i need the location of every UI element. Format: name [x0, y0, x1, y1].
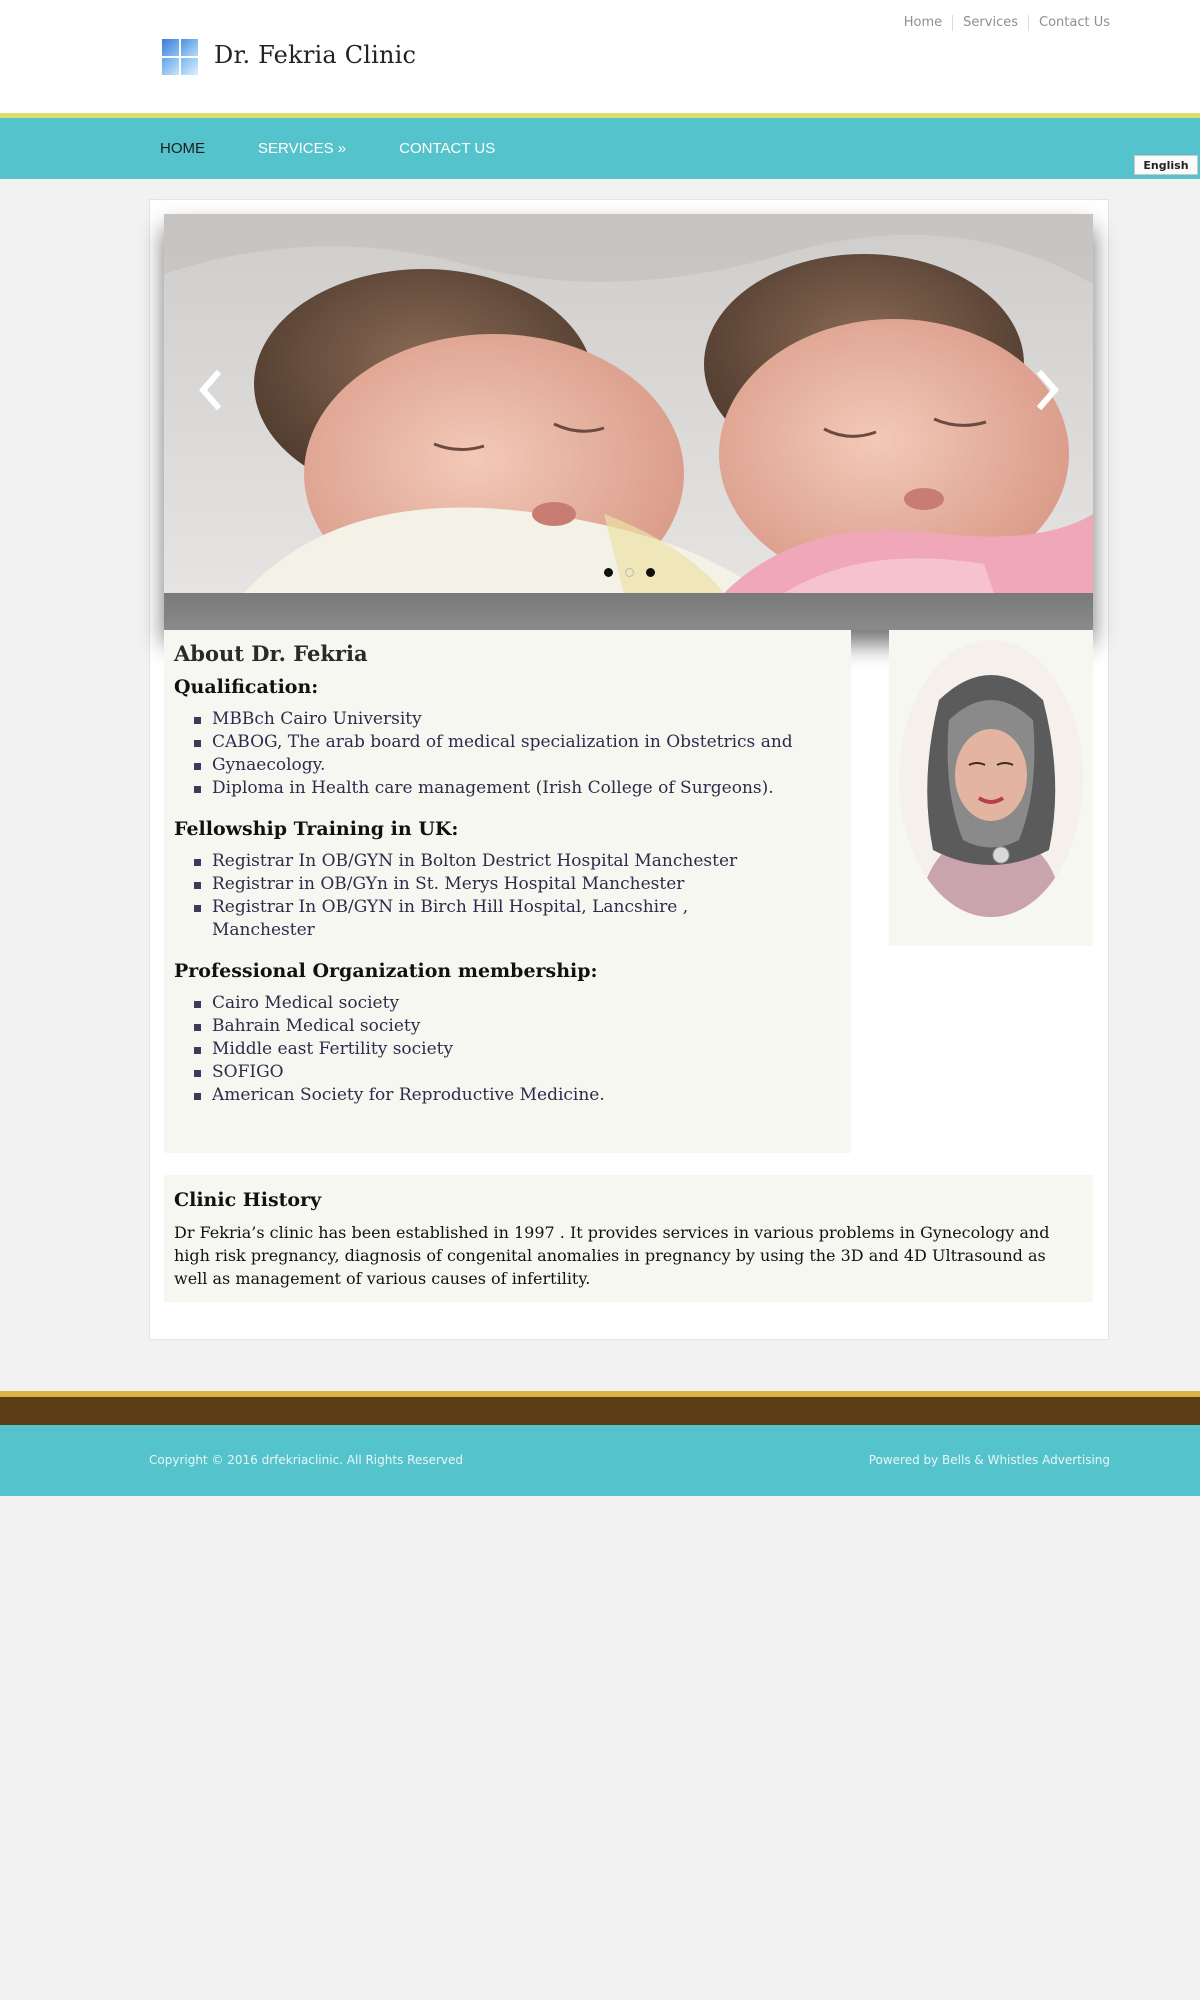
language-selector[interactable]: English [1134, 155, 1198, 175]
list-item: Gynaecology. [174, 754, 841, 777]
main-nav [0, 118, 1200, 179]
logo-text: Dr. Fekria Clinic [214, 41, 417, 69]
list-item: Diploma in Health care management (Irish College of Surgeons). [174, 777, 841, 800]
top-links [894, 15, 1110, 31]
list-item: MBBch Cairo University [174, 708, 841, 731]
list-item: Middle east Fertility society [174, 1038, 841, 1061]
history-heading: Clinic History [174, 1189, 322, 1211]
list-item: Bahrain Medical society [174, 1015, 841, 1038]
logo-squares-icon [156, 33, 200, 77]
doctor-portrait [899, 640, 1083, 917]
slide-image-babies [164, 214, 1093, 593]
about-title: About Dr. Fekria [174, 641, 368, 666]
membership-heading: Professional Organization membership: [174, 960, 598, 982]
list-item: SOFIGO [174, 1061, 841, 1084]
slider-dots [604, 568, 667, 577]
slider-dot-1[interactable] [604, 568, 613, 577]
slider-prev-arrow-icon[interactable] [195, 370, 225, 410]
list-item: Registrar In OB/GYN in Birch Hill Hospital, Lancshire , Manchester [174, 896, 841, 942]
slider-next-arrow-icon[interactable] [1033, 370, 1063, 410]
about-section [164, 630, 851, 1153]
footer-powered-by[interactable]: Powered by Bells & Whistles Advertising [868, 1453, 1110, 1467]
list-item: Registrar In OB/GYN in Bolton Destrict Hospital Manchester [174, 850, 841, 873]
footer-copyright: Copyright © 2016 drfekriaclinic. All Rights Reserved [149, 1453, 463, 1467]
site-header [0, 0, 1200, 114]
fellowship-heading: Fellowship Training in UK: [174, 818, 459, 840]
nav-item-home[interactable]: HOME [160, 140, 205, 157]
list-item: Cairo Medical society [174, 992, 841, 1015]
top-link-services[interactable]: Services [952, 15, 1028, 31]
list-item: American Society for Reproductive Medicine. [174, 1084, 841, 1107]
doctor-photo-box [889, 630, 1093, 946]
footer-brown-strip [0, 1397, 1200, 1425]
nav-item-services[interactable]: SERVICES » [258, 140, 347, 157]
qualification-list [174, 708, 841, 800]
list-item: Registrar in OB/GYn in St. Merys Hospital Manchester [174, 873, 841, 896]
history-text: Dr Fekria’s clinic has been established in 1997 . It provides services in various problems in Gynecology and high risk pregnancy, diagnosis of congenital anomalies in pregnancy by using the 3D and 4D Ultrasound as well as management of various causes of infertility. [174, 1223, 1050, 1288]
top-link-home[interactable]: Home [903, 15, 943, 30]
image-slider [164, 214, 1093, 593]
slider-reflection [164, 593, 1093, 630]
list-item: CABOG, The arab board of medical specialization in Obstetrics and [174, 731, 841, 754]
qualification-heading: Qualification: [174, 676, 319, 698]
slider-dot-2[interactable] [625, 568, 634, 577]
membership-list [174, 992, 841, 1107]
top-link-contact[interactable]: Contact Us [1028, 15, 1110, 31]
nav-item-contact[interactable]: CONTACT US [399, 140, 496, 157]
site-logo[interactable] [150, 25, 420, 85]
slider-dot-3[interactable] [646, 568, 655, 577]
clinic-history-section [164, 1175, 1093, 1302]
fellowship-list [174, 850, 841, 942]
